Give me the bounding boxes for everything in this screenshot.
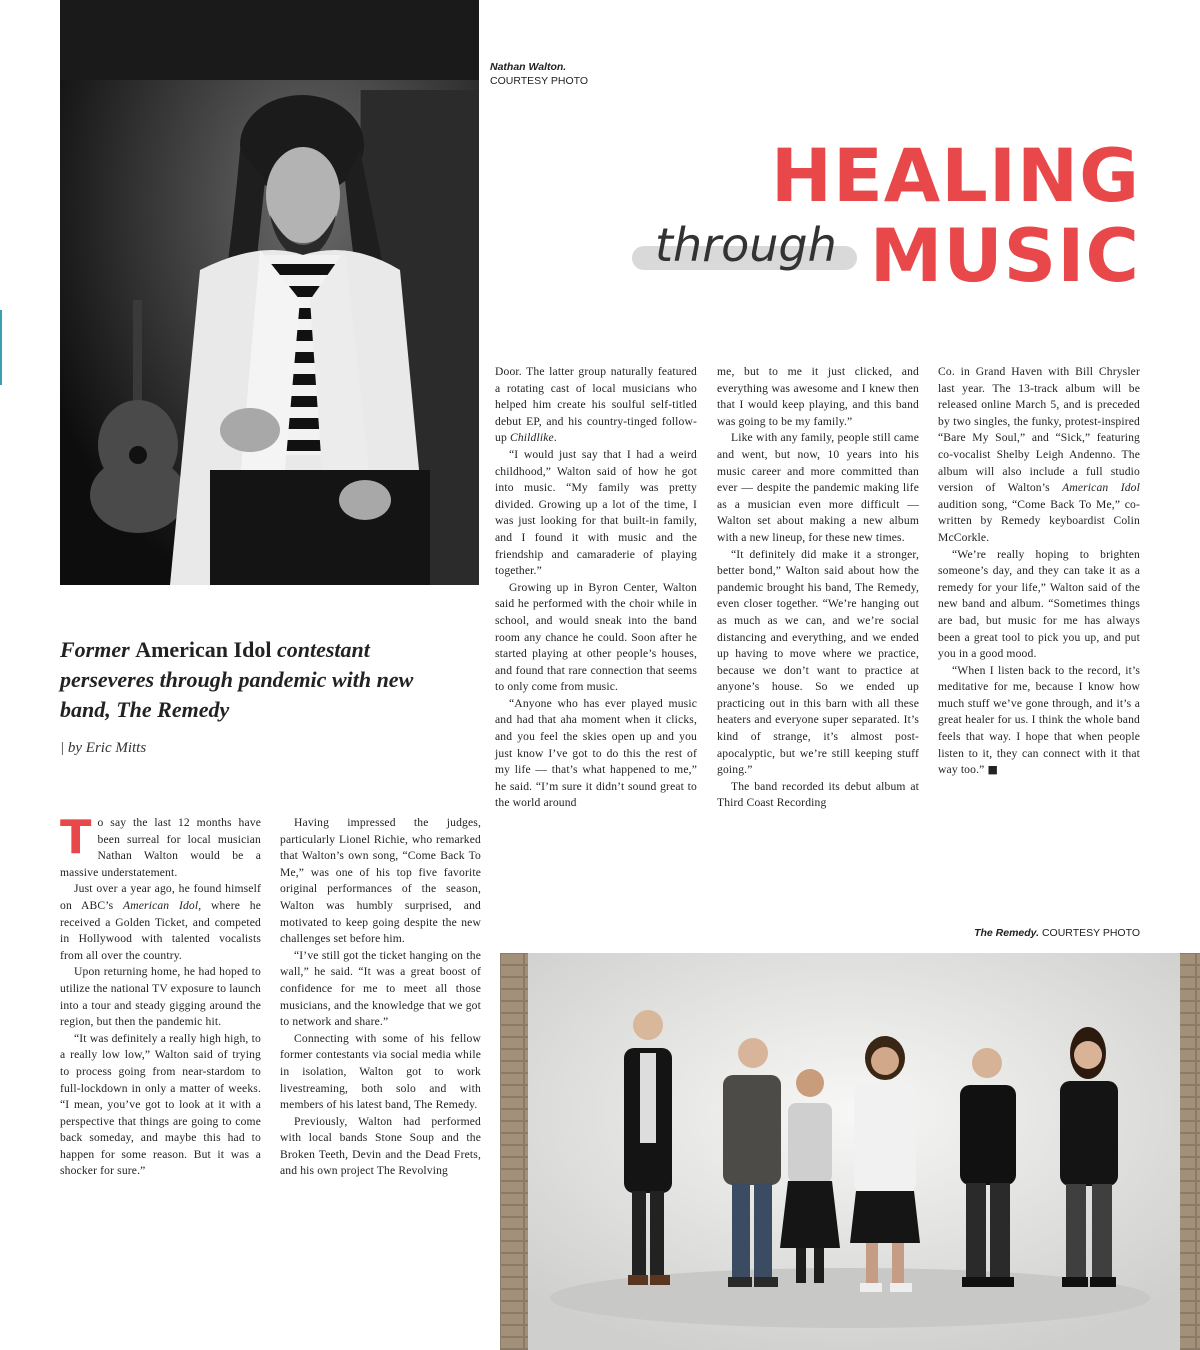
headline-music: MUSIC	[869, 214, 1140, 299]
paragraph: Growing up in Byron Center, Walton said he performed with the choir while in school, and would sneak into the band room any chance he could. Soon after he started playing at other people’s houses, and found that rare connection that seems to only come from music.	[495, 580, 697, 694]
band-photo-credit	[974, 927, 1140, 939]
paragraph: “We’re really hoping to brighten someone’s day, and they can take it as a remedy for your life,” Walton said of the new band and album. “Sometimes things are bad, but music for me has always been a great tool to pick you up, and put you in a good mood.	[938, 547, 1140, 661]
article-column-2	[280, 815, 481, 1180]
article-column-4	[717, 364, 919, 812]
band-photo	[500, 953, 1200, 1350]
deck-show-name: American Idol	[135, 637, 272, 662]
end-mark-icon: ■	[987, 763, 999, 777]
paragraph: Previously, Walton had performed with local bands Stone Soup and the Broken Teeth, Devin and the Dead Frets, and his own project The Revolving	[280, 1114, 481, 1178]
paragraph: “It was definitely a really high high, to a really low low,” Walton said of trying to process going from near-stardom to full-lockdown in only a matter of weeks. “I mean, you’ve got to look at it with a perspective that things are going to come back someday, and maybe this had to happen for some reason. But it was a shocker for sure.”	[60, 1031, 261, 1178]
article-deck	[60, 635, 460, 725]
paragraph: Having impressed the judges, particularly Lionel Richie, who remarked that Walton’s own song, “Come Back To Me,” was one of his top five favorite original performances of the season, Walton was humbly surprised, and motivated to keep going despite the new challenges set before him.	[280, 816, 481, 946]
paragraph: Door. The latter group naturally featured a rotating cast of local musicians who helped him create his soulful self-titled debut EP, and his country-tinged follow-up Childlike.	[495, 365, 697, 445]
portrait-credit-name: Nathan Walton.	[490, 61, 567, 73]
paragraph: The band recorded its debut album at Third Coast Recording	[717, 779, 919, 810]
paragraph: “Anyone who has ever played music and had that aha moment when it clicks, and you feel the skies open up and you just know I’ve got to do this the rest of my life — that’s what happened to me,” he said. “I’m sure it didn’t sound great to the world around	[495, 696, 697, 810]
page-edge-marker	[0, 310, 2, 385]
paragraph: Connecting with some of his fellow former contestants via social media while in isolation, Walton got to work livestreaming, both solo and with members of his latest band, The Remedy.	[280, 1031, 481, 1112]
portrait-photo	[60, 0, 479, 585]
paragraph: Upon returning home, he had hoped to utilize the national TV exposure to launch into a tour and steady gigging around the region, but then the pandemic hit.	[60, 965, 261, 1029]
paragraph	[60, 810, 261, 881]
paragraph: “I’ve still got the ticket hanging on the wall,” he said. “It was a great boost of confidence for me to meet all those musicians, and the knowledge that we got to network and share.”	[280, 948, 481, 1029]
paragraph-text: o say the last 12 months have been surreal for local musician Nathan Walton would be a massive understatement.	[60, 816, 261, 879]
paragraph: Co. in Grand Haven with Bill Chrysler last year. The 13-track album will be released online March 5, and is preceded by two singles, the funky, protest-inspired “Bare My Soul,” and “Sick,” featuring co-vocalist Shelby Leigh Andenno. The album will also include a full studio version of Walton’s American Idol audition song, “Come Back To Me,” co-written by Remedy keyboardist Colin McCorkle.	[938, 365, 1140, 544]
portrait-credit-text: COURTESY PHOTO	[490, 75, 589, 87]
headline-through: through	[655, 218, 837, 272]
band-credit-text: COURTESY PHOTO	[1041, 927, 1140, 939]
paragraph: “I would just say that I had a weird childhood,” Walton said of how he got into music. “My family was pretty divided. Growing up a lot of the time, I was just looking for that built-in family, and I found it with music and the friendship and camaraderie of playing together.”	[495, 447, 697, 578]
drop-cap: T	[60, 810, 92, 864]
article-column-3	[495, 364, 697, 812]
paragraph: Like with any family, people still came and went, but now, 10 years into his music career and more committed than ever — despite the pandemic making life as a musician even more difficult — Walton set about making a new album with a new lineup, for these new times.	[717, 431, 919, 544]
headline-healing: HEALING	[770, 134, 1140, 219]
portrait-photo-credit	[490, 60, 588, 88]
paragraph: me, but to me it just clicked, and everything was awesome and I knew then that I would keep playing, and this band was going to be my family.”	[717, 365, 919, 428]
paragraph: “When I listen back to the record, it’s meditative for me, because I know how much stuff we’ve gone through, and it’s a great healer for us. I think the whole band feels that way. I hope that when people listen to it, they can connect with it that way too.” ■	[938, 663, 1140, 777]
article-column-1	[60, 810, 261, 1180]
byline: | by Eric Mitts	[60, 740, 147, 756]
deck-part-3: contestant perseveres through pandemic with new band, The Remedy	[60, 637, 414, 722]
paragraph: Just over a year ago, he found himself on ABC’s American Idol, where he received a Golden Ticket, and competed in Hollywood with talented vocalists from all over the country.	[60, 882, 261, 962]
band-credit-name: The Remedy.	[974, 927, 1040, 939]
paragraph: “It definitely did make it a stronger, better bond,” Walton said about how the pandemic brought his band, The Remedy, even closer together. “We’re hanging out as much as we can, and we’re social distancing and everything, and we ended up having to move where we practice, because we don’t want to practice at anyone’s house. So we ended up practicing out in this barn with all these heaters and everyone super separated. It’s kind of strange, it’s almost post-apocalyptic, but we’re still keeping stuff going.”	[717, 547, 919, 777]
article-column-5	[938, 364, 1140, 779]
deck-part-1: Former	[60, 637, 136, 662]
